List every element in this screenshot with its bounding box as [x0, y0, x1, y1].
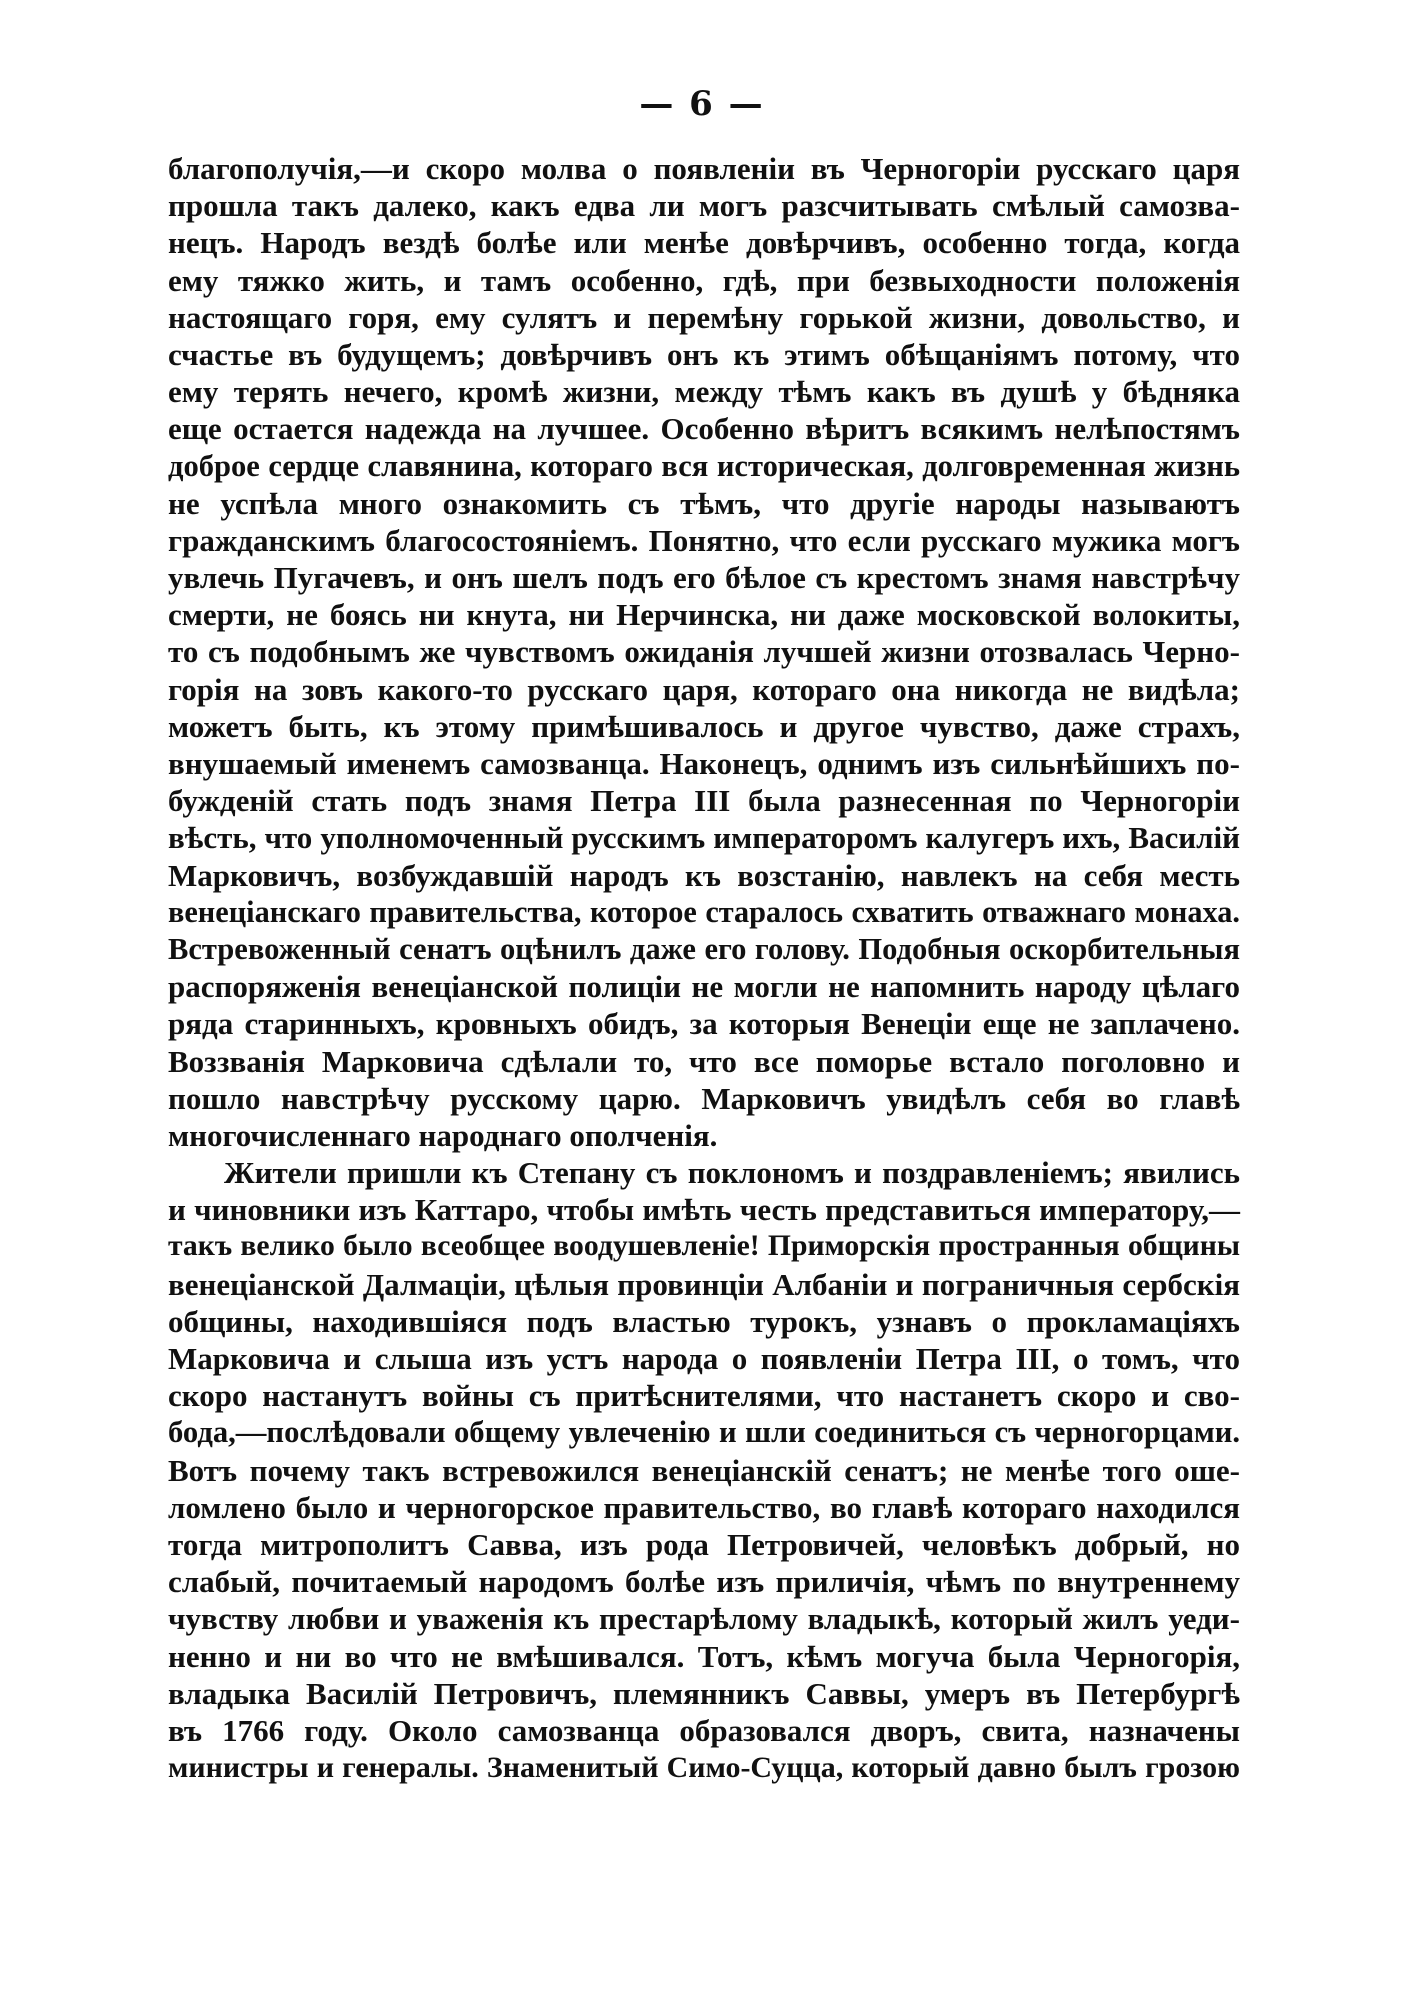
text-line: настоящаго горя, ему сулятъ и перемѣну горькой жизни, довольство, и	[168, 299, 1240, 335]
text-line: такъ велико было всеобщее воодушевленіе! Приморскія пространныя общины	[168, 1230, 1240, 1263]
text-line: увлечь Пугачевъ, и онъ шелъ подъ его бѣлое съ крестомъ знамя навстрѣчу	[168, 560, 1240, 596]
text-line: внушаемый именемъ самозванца. Наконецъ, однимъ изъ сильнѣйшихъ по-	[168, 746, 1240, 781]
text-line: ему тяжко жить, и тамъ особенно, гдѣ, при безвыходности положенія	[168, 262, 1240, 298]
text-line: ненно и ни во что не вмѣшивался. Тотъ, кѣмъ могуча была Черногорія,	[168, 1638, 1240, 1674]
text-line: ломлено было и черногорское правительство, во главѣ котораго находился	[168, 1489, 1240, 1525]
page-number: — 6 —	[639, 84, 765, 124]
text-line: Встревоженный сенатъ оцѣнилъ даже его голову. Подобныя оскорбительныя	[168, 931, 1240, 966]
text-line: Воззванія Марковича сдѣлали то, что все поморье встало поголовно и	[168, 1043, 1240, 1079]
text-line: доброе сердце славянина, котораго вся историческая, долговременная жизнь	[168, 448, 1240, 483]
body-text	[168, 150, 1240, 1786]
text-line: то съ подобнымъ же чувствомъ ожиданія лучшей жизни отозвалась Черно-	[168, 634, 1240, 670]
text-line: не успѣла много ознакомить съ тѣмъ, что другіе народы называютъ	[168, 485, 1240, 521]
text-line: бужденій стать подъ знамя Петра III была разнесенная по Черногоріи	[168, 783, 1240, 819]
text-line: Марковича и слыша изъ устъ народа о появленіи Петра III, о томъ, что	[168, 1341, 1240, 1376]
text-line: скоро настанутъ войны съ притѣснителями, что настанетъ скоро и сво-	[168, 1378, 1240, 1414]
text-line: венеціанской Далмаціи, цѣлыя провинціи Албаніи и пограничныя сербскія	[168, 1266, 1240, 1302]
text-line: пошло навстрѣчу русскому царю. Марковичъ увидѣлъ себя во главѣ	[168, 1080, 1240, 1116]
text-line: вѣсть, что уполномоченный русскимъ императоромъ калугеръ ихъ, Василій	[168, 820, 1240, 856]
text-line: ряда старинныхъ, кровныхъ обидъ, за которыя Венеціи еще не заплачено.	[168, 1006, 1240, 1042]
text-line: тогда митрополитъ Савва, изъ рода Петровичей, человѣкъ добрый, но	[168, 1526, 1240, 1562]
text-line: и чиновники изъ Каттаро, чтобы имѣть честь представиться императору,—	[168, 1192, 1240, 1228]
text-line: бода,—послѣдовали общему увлеченію и шли соединиться съ черногорцами.	[168, 1415, 1240, 1450]
text-line: венеціанскаго правительства, которое старалось схватить отважнаго монаха.	[168, 894, 1240, 929]
text-line: можетъ быть, къ этому примѣшивалось и другое чувство, даже страхъ,	[168, 708, 1240, 744]
text-line: счастье въ будущемъ; довѣрчивъ онъ къ этимъ обѣщаніямъ потому, что	[168, 336, 1240, 372]
text-line: смерти, не боясь ни кнута, ни Нерчинска, ни даже московской волокиты,	[168, 597, 1240, 633]
text-line: прошла такъ далеко, какъ едва ли могъ разсчитывать смѣлый самозва-	[168, 188, 1240, 224]
text-line: чувству любви и уваженія къ престарѣлому владыкѣ, который жилъ уеди-	[168, 1601, 1240, 1637]
text-line: ему терять нечего, кромѣ жизни, между тѣмъ какъ въ душѣ у бѣдняка	[168, 374, 1240, 410]
text-line: еще остается надежда на лучшее. Особенно вѣритъ всякимъ нелѣпостямъ	[168, 411, 1240, 447]
text-line: министры и генералы. Знаменитый Симо-Суцца, который давно былъ грозою	[168, 1751, 1240, 1785]
text-line: Жители пришли къ Степану съ поклономъ и поздравленіемъ; явились	[224, 1155, 1240, 1191]
text-line: благополучія,—и скоро молва о появленіи въ Черногоріи русскаго царя	[168, 151, 1240, 186]
text-line: распоряженія венеціанской полиціи не могли не напомнить народу цѣлаго	[168, 969, 1240, 1005]
text-line: гражданскимъ благосостояніемъ. Понятно, что если русскаго мужика могъ	[168, 522, 1240, 558]
text-line: слабый, почитаемый народомъ болѣе изъ приличія, чѣмъ по внутреннему	[168, 1564, 1240, 1600]
text-line: многочисленнаго народнаго ополченія.	[168, 1117, 718, 1153]
text-line: горія на зовъ какого-то русскаго царя, котораго она никогда не видѣла;	[168, 671, 1240, 707]
text-line: владыка Василій Петровичъ, племянникъ Саввы, умеръ въ Петербургѣ	[168, 1675, 1240, 1711]
text-line: въ 1766 году. Около самозванца образовался дворъ, свита, назначены	[168, 1712, 1240, 1748]
text-line: Марковичъ, возбуждавшій народъ къ возстанію, навлекъ на себя месть	[168, 857, 1240, 893]
text-line: нецъ. Народъ вездѣ болѣе или менѣе довѣрчивъ, особенно тогда, когда	[168, 225, 1240, 261]
text-line: общины, находившіяся подъ властью турокъ, узнавъ о прокламаціяхъ	[168, 1303, 1240, 1339]
text-line: Вотъ почему такъ встревожился венеціанскій сенатъ; не менѣе того оше-	[168, 1452, 1240, 1488]
